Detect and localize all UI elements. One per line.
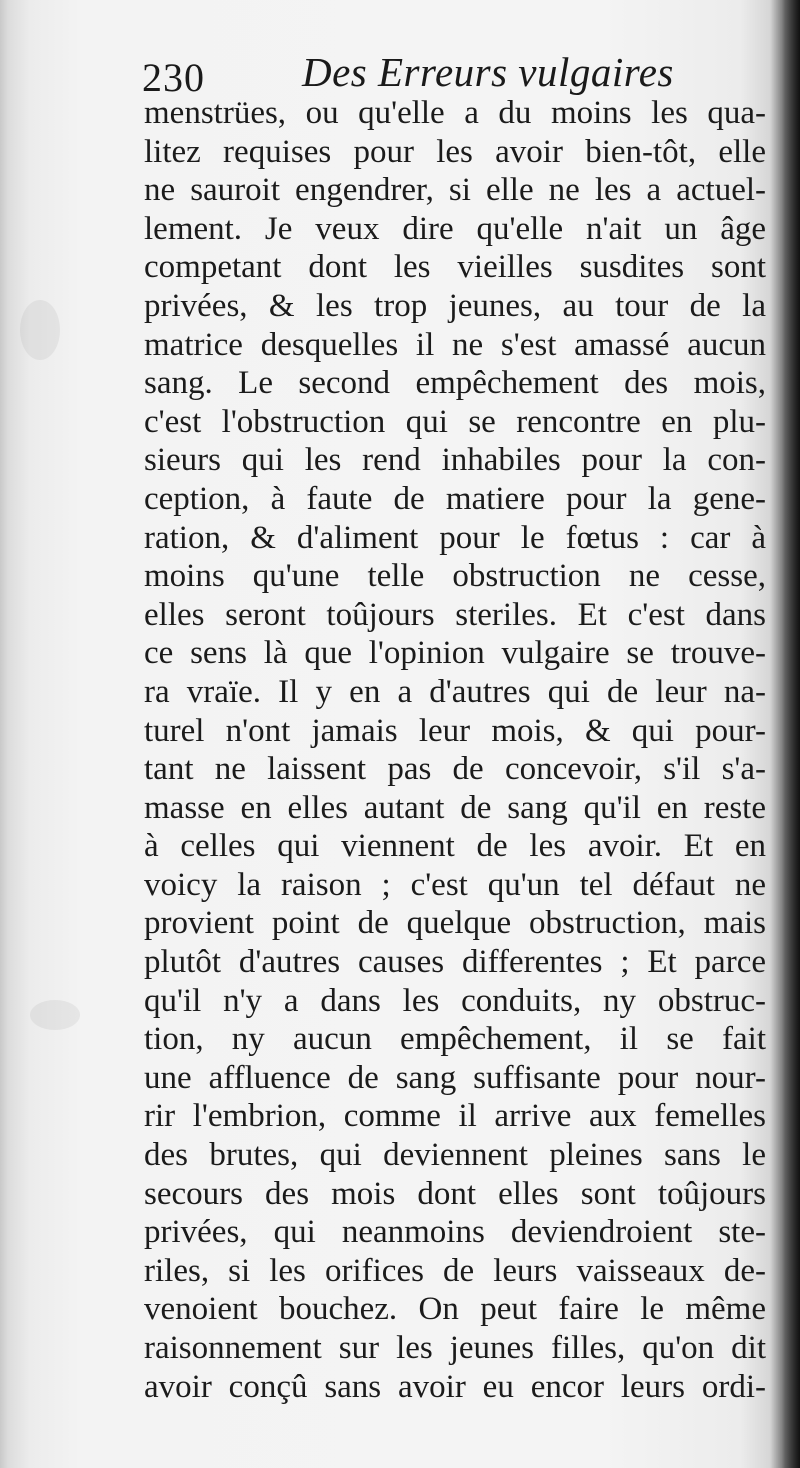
body-text: [144, 94, 766, 1406]
text-line: turel n'ont jamais leur mois, & qui pour-: [144, 712, 766, 749]
text-line: tant ne laissent pas de concevoir, s'il s'a-: [144, 751, 766, 788]
text-line: plutôt d'autres causes differentes ; Et parce: [144, 944, 766, 981]
text-line: qu'il n'y a dans les conduits, ny obstruc-: [144, 982, 766, 1019]
text-line: matrice desquelles il ne s'est amassé aucun: [144, 326, 766, 363]
text-line: ra vraïe. Il y en a d'autres qui de leur na-: [144, 673, 766, 710]
page-header: [142, 46, 742, 100]
paper-stain: [20, 300, 60, 360]
text-line: raisonnement sur les jeunes filles, qu'on dit: [144, 1330, 766, 1366]
text-line: litez requises pour les avoir bien-tôt, elle: [144, 133, 766, 170]
page-number: 230: [142, 55, 205, 100]
text-line: rir l'embrion, comme il arrive aux femelles: [144, 1098, 766, 1135]
text-line: voicy la raison ; c'est qu'un tel défaut ne: [144, 866, 766, 903]
text-line: avoir conçû sans avoir eu encor leurs ordi-: [144, 1368, 766, 1405]
text-line: privées, & les trop jeunes, au tour de la: [144, 287, 766, 324]
text-line: ception, à faute de matiere pour la gene-: [144, 480, 766, 517]
text-line: elles seront toûjours steriles. Et c'est dans: [144, 596, 766, 633]
text-line: lement. Je veux dire qu'elle n'ait un âge: [144, 210, 766, 247]
text-line: ne sauroit engendrer, si elle ne les a actuel-: [144, 172, 766, 209]
text-line: sang. Le second empêchement des mois,: [144, 365, 766, 402]
text-line: masse en elles autant de sang qu'il en reste: [144, 789, 766, 826]
text-line: menstrües, ou qu'elle a du moins les qua-: [144, 95, 766, 131]
text-line: venoient bouchez. On peut faire le même: [144, 1291, 766, 1328]
paper-stain: [30, 1000, 80, 1030]
running-title: Des Erreurs vulgaires: [302, 49, 674, 95]
text-line: une affluence de sang suffisante pour nour-: [144, 1059, 766, 1096]
text-line: competant dont les vieilles susdites sont: [144, 249, 766, 286]
text-line: tion, ny aucun empêchement, il se fait: [144, 1021, 766, 1058]
text-line: privées, qui neanmoins deviendroient ste-: [144, 1214, 766, 1251]
text-line: riles, si les orifices de leurs vaisseaux de-: [144, 1252, 766, 1289]
text-line: moins qu'une telle obstruction ne cesse,: [144, 558, 766, 595]
text-line: ration, & d'aliment pour le fœtus : car à: [144, 519, 766, 556]
text-line: sieurs qui les rend inhabiles pour la con-: [144, 442, 766, 479]
text-line: c'est l'obstruction qui se rencontre en plu-: [144, 403, 766, 440]
text-line: ce sens là que l'opinion vulgaire se trouve-: [144, 635, 766, 672]
text-line: secours des mois dont elles sont toûjours: [144, 1175, 766, 1212]
text-line: des brutes, qui deviennent pleines sans le: [144, 1137, 766, 1174]
text-line: à celles qui viennent de les avoir. Et en: [144, 828, 766, 865]
text-line: provient point de quelque obstruction, mais: [144, 905, 766, 942]
